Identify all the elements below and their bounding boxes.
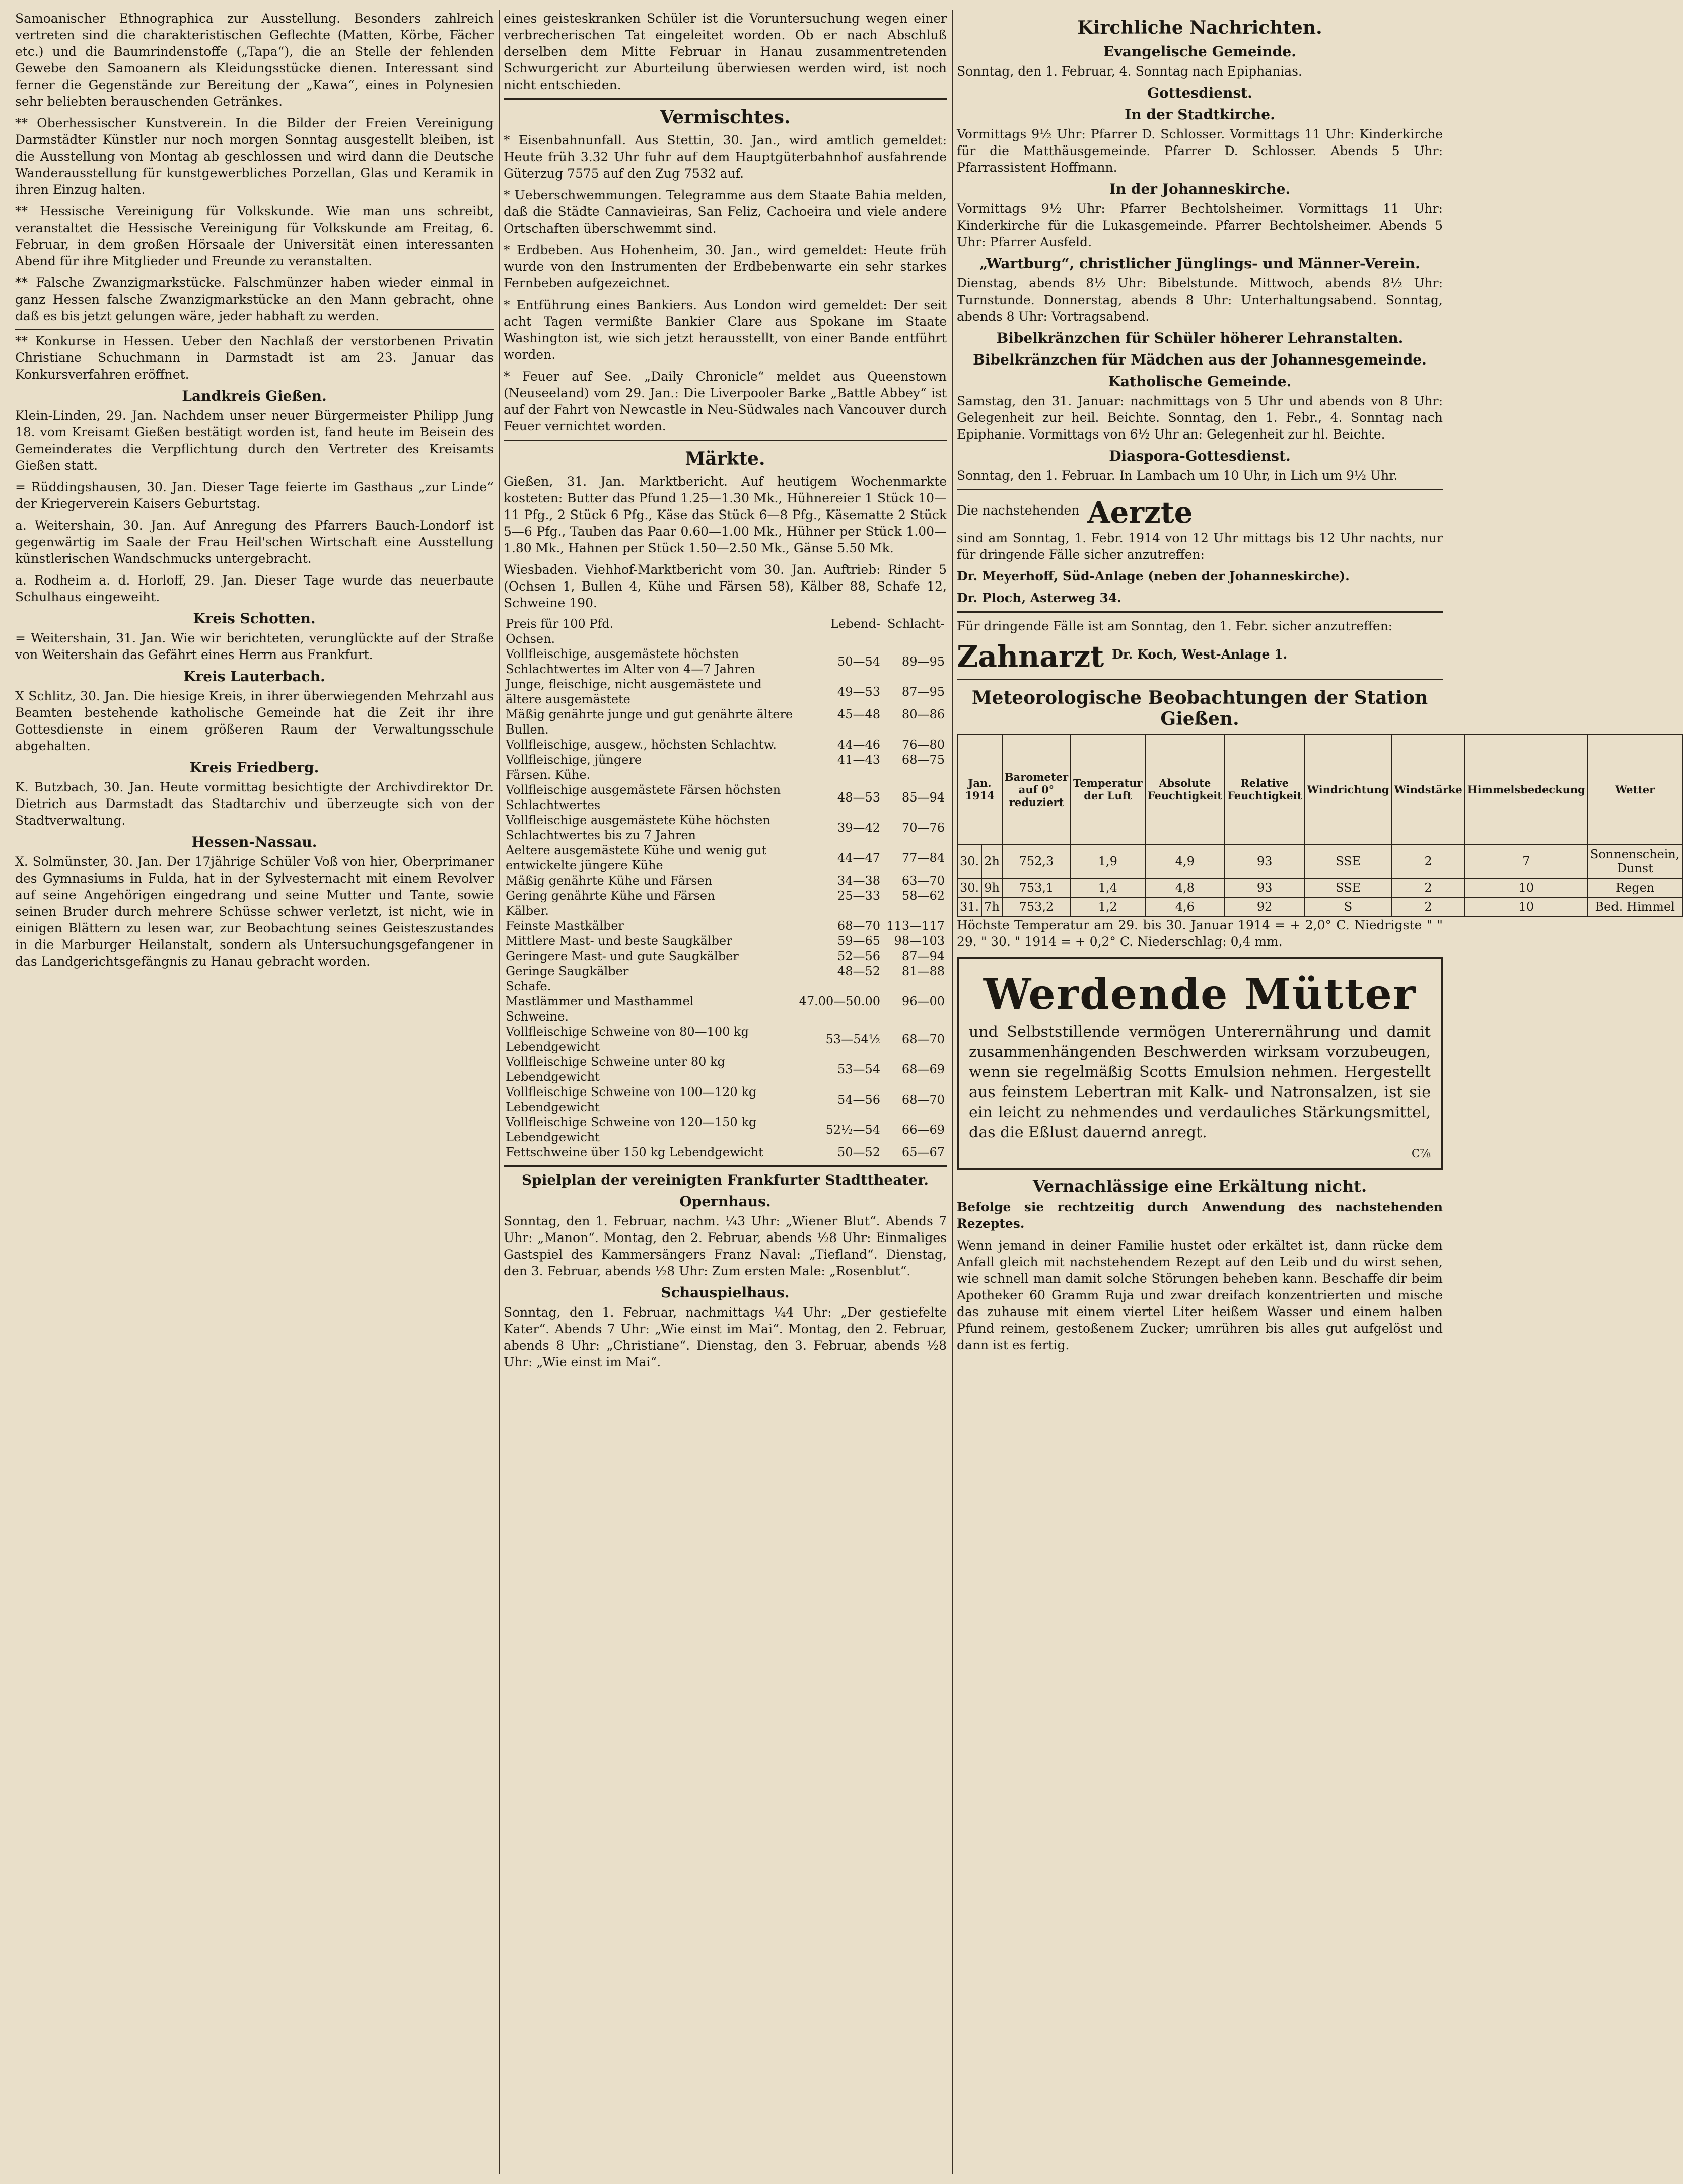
- column-right: [957, 10, 1680, 2174]
- article-konkurse: ** Konkurse in Hessen. Ueber den Nachlaß der verstorbenen Privatin Christiane Schuchmann in Darmstadt ist am 23. Januar das Konkursverfahren eröffnet.: [15, 334, 494, 382]
- weather-header-row: [957, 734, 1682, 845]
- market-row-value: 87—94: [901, 949, 945, 963]
- article-butzbach: K. Butzbach, 30. Jan. Heute vormittag besichtigte der Archivdirektor Dr. Dietrich aus Darmstadt das Stadtarchiv und überzeugte sich von der Stadtverwaltung.: [15, 780, 494, 828]
- heading-gottesdienst: Gottesdienst.: [1147, 85, 1252, 101]
- market-row: [504, 1024, 947, 1054]
- weather-column-header: Relative Feuchtigkeit: [1225, 734, 1304, 845]
- market-row: [504, 722, 947, 737]
- divider: [504, 440, 947, 441]
- market-row-value: 44—46: [837, 738, 880, 752]
- weather-rows: [957, 845, 1682, 916]
- market-row-value: [882, 979, 947, 994]
- article-erdbeben: * Erdbeben. Aus Hohenheim, 30. Jan., wird gemeldet: Heute früh wurde von den Instrumenten der Erdbebenwarte ein sehr starkes Fernbeben aufgezeichnet.: [504, 243, 947, 290]
- market-row-value: [882, 1009, 947, 1024]
- market-row-label: Mastlämmer und Masthammel: [506, 994, 694, 1008]
- market-row: [504, 903, 947, 918]
- weather-cell: 7: [1465, 845, 1588, 878]
- market-row-value: [797, 903, 882, 918]
- market-row-value: 66—69: [901, 1123, 945, 1137]
- heading-lauterbach: Kreis Lauterbach.: [183, 668, 325, 685]
- opernhaus-program: Sonntag, den 1. Februar, nachm. ¼3 Uhr: „Wiener Blut“. Abends 7 Uhr: „Manon“. Montag, den 2. Februar, abends ½8 Uhr: Einmaliges Gastspiel des Kammersängers Franz Naval: „Tiefland“. Dienstag, den 3. Februar, abends ½8 Uhr: Zum ersten Male: „Rosenblut“.: [504, 1214, 947, 1278]
- market-row-label: Vollfleischige Schweine von 80—100 kg Lebendgewicht: [506, 1025, 749, 1054]
- market-row-value: 39—42: [837, 821, 880, 835]
- weather-row: [957, 897, 1682, 916]
- weather-cell: 10: [1465, 878, 1588, 897]
- column-left: [15, 10, 494, 2174]
- aerzte-doctor-2: Dr. Ploch, Asterweg 34.: [957, 591, 1121, 605]
- market-row: [504, 1054, 947, 1084]
- market-row: [504, 707, 947, 722]
- market-row-value: [882, 722, 947, 737]
- market-row: [504, 1145, 947, 1160]
- weather-row: [957, 845, 1682, 878]
- article-continued: eines geisteskranken Schüler ist die Voruntersuchung wegen einer verbrecherischen Tat eingeleitet worden. Ob er nach Abschluß derselben dem Mitte Februar in Hanau zusammentretenden Schwurgericht zur Aburteilung überwiesen werden wird, ist noch nicht entschieden.: [504, 11, 947, 92]
- market-row-value: 53—54: [837, 1062, 880, 1076]
- weather-table: [957, 734, 1683, 917]
- market-row: [504, 949, 947, 964]
- weather-cell: 7h: [981, 897, 1002, 916]
- weather-cell: 4,6: [1145, 897, 1225, 916]
- market-row-value: 68—69: [901, 1062, 945, 1076]
- aerzte-title: Aerzte: [1087, 495, 1193, 530]
- market-row: [504, 933, 947, 949]
- market-row-value: [797, 767, 882, 782]
- article-solmuenster: X. Solmünster, 30. Jan. Der 17jährige Schüler Voß von hier, Oberprimaner des Gymnasiums in Fulda, hat in der Sylvesternacht mit einem Revolver auf seine Angehörigen eingedrang und seine Mutter und Tante, sowie seinen Bruder durch mehrere Schüsse schwer verletzt, ist nicht, wie in einigen Blättern zu lesen war, zur Beobachtung seines Geisteszustandes in die Marburger Heilanstalt, sondern als Untersuchungsgefangener in das Landgerichtsgefängnis zu Hanau gebracht worden.: [15, 854, 494, 969]
- heading-friedberg: Kreis Friedberg.: [189, 759, 319, 776]
- market-row-value: 113—117: [886, 919, 945, 933]
- market-price-rows: [504, 631, 947, 1160]
- erkaeltung-subtitle: Befolge sie rechtzeitig durch Anwendung des nachstehenden Rezeptes.: [957, 1200, 1443, 1231]
- market-row-label: Vollfleischige ausgemästete Kühe höchsten Schlachtwertes bis zu 7 Jahren: [506, 813, 770, 842]
- heading-johanneskirche: In der Johanneskirche.: [1109, 181, 1291, 197]
- market-row-value: 68—70: [837, 919, 880, 933]
- advertisement-scotts-emulsion: [957, 957, 1443, 1170]
- weather-column-header: Barometer auf 0° reduziert: [1002, 734, 1071, 845]
- market-row: [504, 1009, 947, 1024]
- heading-katholische-gemeinde: Katholische Gemeinde.: [1108, 373, 1292, 390]
- market-row-label: Feinste Mastkälber: [506, 919, 624, 933]
- ad-body: und Selbststillende vermögen Unterernährung und damit zusammenhängenden Beschwerden wirksam vorzubeugen, wenn sie regelmäßig Scotts Emulsion nehmen. Hergestellt aus feinstem Lebertran mit Kalk- und Natronsalzen, ist sie ein leicht zu nehmendes und verdauliches Stärkungsmittel, das die Eßlust dauernd anregt.: [969, 1023, 1431, 1141]
- weather-cell: 93: [1225, 878, 1304, 897]
- market-row-value: 44—47: [837, 851, 880, 865]
- market-row-value: 81—88: [901, 964, 945, 978]
- katholisch-schedule: Samstag, den 31. Januar: nachmittags von 5 Uhr und abends von 8 Uhr: Gelegenheit zur heil. Beichte. Sonntag, den 1. Febr., 4. Sonntag nach Epiphanie. Vormittags von 6½ Uhr an: Gelegenheit zur hl. Beichte.: [957, 394, 1443, 442]
- weather-cell: SSE: [1304, 878, 1391, 897]
- market-row-value: 76—80: [901, 738, 945, 752]
- weather-column-header: Windrichtung: [1304, 734, 1391, 845]
- column-middle: [504, 10, 947, 2174]
- zahnarzt-pre: Für dringende Fälle ist am Sonntag, den 1. Febr. sicher anzutreffen:: [957, 619, 1393, 633]
- market-row-label: Vollfleischige Schweine von 120—150 kg Lebendgewicht: [506, 1115, 757, 1144]
- schauspielhaus-program: Sonntag, den 1. Februar, nachmittags ¼4 Uhr: „Der gestiefelte Kater“. Abends 7 Uhr: „Wie einst im Mai“. Montag, den 2. Februar, abends 8 Uhr: „Christiane“. Dienstag, den 3. Februar, abends ½8 Uhr: „Wie einst im Mai“.: [504, 1305, 947, 1369]
- market-row-value: 52½—54: [825, 1123, 880, 1137]
- market-row-label: Vollfleischige Schweine unter 80 kg Lebendgewicht: [506, 1055, 725, 1084]
- aerzte-doctor-1: Dr. Meyerhoff, Süd-Anlage (neben der Johanneskirche).: [957, 569, 1350, 584]
- market-row-value: 50—52: [837, 1145, 880, 1159]
- zahnarzt-title: Zahnarzt: [957, 639, 1104, 674]
- market-row-value: [882, 903, 947, 918]
- weather-cell: 2: [1392, 878, 1465, 897]
- market-row-value: 53—54½: [825, 1032, 880, 1046]
- market-row-value: 50—54: [837, 654, 880, 669]
- market-row-value: 96—00: [901, 994, 945, 1008]
- column-rule: [499, 10, 500, 2174]
- article-feuer-auf-see: * Feuer auf See. „Daily Chronicle“ meldet aus Queenstown (Neuseeland) vom 29. Jan.: Die Liverpooler Barke „Battle Abbey“ ist auf der Fahrt von Newcastle in Neu-Südwales nach Vancouver durch Feuer vernichtet worden.: [504, 369, 947, 433]
- market-row: [504, 677, 947, 707]
- market-row-label: Mäßig genährte junge und gut genährte ältere: [506, 707, 793, 721]
- market-row-value: 80—86: [901, 707, 945, 721]
- market-row: [504, 843, 947, 873]
- article-schlitz: X Schlitz, 30. Jan. Die hiesige Kreis, in ihrer überwiegenden Mehrzahl aus Beamten bestehende katholische Gemeinde hat die Zeit ihr ihre Gottesdienste in einem größeren Raum der Verwaltungsschule abgehalten.: [15, 689, 494, 753]
- weather-cell: 31.: [957, 897, 981, 916]
- heading-maerkte: Märkte.: [685, 448, 765, 469]
- market-row-label: Mittlere Mast- und beste Saugkälber: [506, 934, 732, 948]
- weather-cell: 30.: [957, 878, 981, 897]
- heading-wartburg: „Wartburg“, christlicher Jünglings- und Männer-Verein.: [979, 255, 1420, 272]
- market-col-schlacht: Schlacht-: [887, 617, 945, 631]
- market-row-value: 87—95: [901, 685, 945, 699]
- heading-vermischtes: Vermischtes.: [660, 107, 791, 128]
- market-row: [504, 1115, 947, 1145]
- market-row-label: Junge, fleischige, nicht ausgemästete und ältere ausgemästete: [506, 677, 762, 706]
- heading-meteorologie: Meteorologische Beobachtungen der Station Gießen.: [971, 687, 1428, 730]
- aerzte-pre: Die nachstehenden: [957, 502, 1080, 518]
- market-row: [504, 1084, 947, 1115]
- weather-row: [957, 878, 1682, 897]
- zahnarzt-notice: [957, 639, 1443, 674]
- market-row-value: [797, 1009, 882, 1024]
- market-row: [504, 994, 947, 1009]
- stadtkirche-schedule: Vormittags 9½ Uhr: Pfarrer D. Schlosser. Vormittags 11 Uhr: Kinderkirche für die Matthäusgemeinde. Pfarrer D. Schlosser. Abends 5 Uhr: Pfarrassistent Hoffmann.: [957, 127, 1443, 175]
- market-row-label: Schweine.: [506, 1009, 569, 1024]
- aerzte-notice: [957, 495, 1443, 530]
- market-row-value: 85—94: [901, 790, 945, 805]
- weather-cell: 93: [1225, 845, 1304, 878]
- market-row-label: Vollfleischige Schweine von 100—120 kg Lebendgewicht: [506, 1085, 757, 1114]
- weather-cell: 1,4: [1071, 878, 1145, 897]
- market-row: [504, 964, 947, 979]
- market-row: [504, 767, 947, 782]
- market-row: [504, 782, 947, 813]
- market-row-label: Aeltere ausgemästete Kühe und wenig gut entwickelte jüngere Kühe: [506, 843, 767, 872]
- heading-stadtkirche: In der Stadtkirche.: [1125, 106, 1275, 123]
- divider: [504, 98, 947, 100]
- heading-landkreis: Landkreis Gießen.: [182, 388, 327, 404]
- market-row-label: Geringe Saugkälber: [506, 964, 629, 978]
- article-giessen-markt: Gießen, 31. Jan. Marktbericht. Auf heutigem Wochenmarkte kosteten: Butter das Pfund 1.25—1.30 Mk., Hühnereier 1 Stück 10—11 Pfg., 2 Stück 6 Pfg., Käse das Stück 6—8 Pfg., Käsematte 2 Stück 5—6 Pfg., Tauben das Paar 0.60—1.00 Mk., Hühner per Stück 1.00—1.80 Mk., Hahnen per Stück 1.50—2.50 Mk., Gänse 5.50 Mk.: [504, 474, 947, 555]
- heading-schotten: Kreis Schotten.: [193, 610, 316, 627]
- weather-cell: 1,9: [1071, 845, 1145, 878]
- article-rueddingshausen: = Rüddingshausen, 30. Jan. Dieser Tage feierte im Gasthaus „zur Linde“ der Kriegerverein Kaisers Geburtstag.: [15, 480, 494, 511]
- market-row: [504, 646, 947, 677]
- article-samoa: Samoanischer Ethnographica zur Ausstellung. Besonders zahlreich vertreten sind die charakteristischen Geflechte (Matten, Körbe, Fächer etc.) und die Baumrindenstoffe („Tapa“), die an Stelle der fehlenden Gewebe den Samoanern als Kleidungsstücke dienen. Interessant sind ferner die Gegenstände zur Bereitung der „Kawa“, eines in Polynesien sehr beliebten berauschenden Getränkes.: [15, 11, 494, 109]
- weather-column-header: Temperatur der Luft: [1071, 734, 1145, 845]
- heading-evangelische-gemeinde: Evangelische Gemeinde.: [1103, 43, 1296, 60]
- market-row: [504, 737, 947, 752]
- ad-title: Werdende Mütter: [983, 969, 1417, 1019]
- weather-cell: 9h: [981, 878, 1002, 897]
- aerzte-text: sind am Sonntag, 1. Febr. 1914 von 12 Uhr mittags bis 12 Uhr nachts, nur für dringende Fälle sicher anzutreffen:: [957, 531, 1443, 562]
- market-row-value: 89—95: [901, 654, 945, 669]
- article-kleinlinden: Klein-Linden, 29. Jan. Nachdem unser neuer Bürgermeister Philipp Jung 18. vom Kreisamt Gießen bestätigt worden ist, fand heute im Beisein des Gemeinderates die Verpflichtung durch den Vertreter des Kreisamts Gießen statt.: [15, 408, 494, 473]
- weather-cell: 2: [1392, 845, 1465, 878]
- article-falsche-muenzen: ** Falsche Zwanzigmarkstücke. Falschmünzer haben wieder einmal in ganz Hessen falsche Zwanzigmarkstücke an den Mann gebracht, ohne daß es bis jetzt gelungen wäre, jeder habhaft zu werden.: [15, 275, 494, 323]
- market-row-value: 52—56: [837, 949, 880, 963]
- market-row-value: 25—33: [837, 889, 880, 903]
- diaspora-schedule: Sonntag, den 1. Februar. In Lambach um 10 Uhr, in Lich um 9½ Uhr.: [957, 468, 1398, 483]
- market-row-value: 68—70: [901, 1093, 945, 1107]
- market-row-label: Schafe.: [506, 979, 551, 993]
- weather-cell: 752,3: [1002, 845, 1071, 878]
- ad-reference: C⅞: [1411, 1148, 1431, 1160]
- weather-column-header: Himmelsbedeckung: [1465, 734, 1588, 845]
- market-row-label: Fettschweine über 150 kg Lebendgewicht: [506, 1145, 763, 1159]
- weather-cell: 4,8: [1145, 878, 1225, 897]
- market-row-label: Mäßig genährte Kühe und Färsen: [506, 873, 713, 888]
- market-row: [504, 631, 947, 646]
- market-col-label: Preis für 100 Pfd.: [506, 617, 614, 631]
- divider: [15, 329, 494, 330]
- weather-cell: Sonnenschein, Dunst: [1588, 845, 1682, 878]
- article-weitershain: a. Weitershain, 30. Jan. Auf Anregung des Pfarrers Bauch-Londorf ist gegenwärtig im Saale der Frau Heil'schen Wirtschaft eine Ausstellung künstlerischen Wandschmucks untergebracht.: [15, 518, 494, 566]
- market-row-value: 68—70: [901, 1032, 945, 1046]
- divider: [957, 489, 1443, 490]
- market-row-value: 34—38: [837, 873, 880, 888]
- market-row-value: [797, 631, 882, 646]
- weather-cell: 30.: [957, 845, 981, 878]
- article-eisenbahnunfall: * Eisenbahnunfall. Aus Stettin, 30. Jan., wird amtlich gemeldet: Heute früh 3.32 Uhr fuhr auf dem Hauptgüterbahnhof ausfahrende Güterzug 7575 auf den Zug 7532 auf.: [504, 133, 947, 181]
- weather-cell: 92: [1225, 897, 1304, 916]
- heading-schauspielhaus: Schauspielhaus.: [661, 1284, 790, 1301]
- divider: [504, 1165, 947, 1167]
- market-col-lebend: Lebend-: [830, 617, 880, 631]
- market-row-value: 41—43: [837, 753, 880, 767]
- divider: [957, 611, 1443, 613]
- market-row-label: Bullen.: [506, 722, 549, 737]
- article-entfuehrung: * Entführung eines Bankiers. Aus London wird gemeldet: Der seit acht Tagen vermißte Bankier Clare aus Spokane im Staate Washington ist, wie sich jetzt herausstellt, von einer Bande entführt worden.: [504, 298, 947, 362]
- zahnarzt-doctor: Dr. Koch, West-Anlage 1.: [1112, 646, 1288, 662]
- weather-cell: 1,2: [1071, 897, 1145, 916]
- weather-cell: Bed. Himmel: [1588, 897, 1682, 916]
- market-row-value: 48—53: [837, 790, 880, 805]
- market-row-value: [797, 979, 882, 994]
- weather-cell: 753,1: [1002, 878, 1071, 897]
- market-row-value: 48—52: [837, 964, 880, 978]
- johanneskirche-schedule: Vormittags 9½ Uhr: Pfarrer Bechtolsheimer. Vormittags 11 Uhr: Kinderkirche für die Lukasgemeinde. Pfarrer Bechtolsheimer. Abends 5 Uhr: Pfarrer Ausfeld.: [957, 201, 1443, 249]
- weather-column-header: Wetter: [1588, 734, 1682, 845]
- market-row-value: 54—56: [837, 1093, 880, 1107]
- market-row-value: [797, 722, 882, 737]
- market-row-value: [882, 767, 947, 782]
- ev-date: Sonntag, den 1. Februar, 4. Sonntag nach Epiphanias.: [957, 64, 1302, 79]
- column-rule: [952, 10, 953, 2174]
- weather-cell: 2h: [981, 845, 1002, 878]
- market-row-label: Vollfleischige, jüngere: [506, 753, 642, 767]
- market-row: [504, 752, 947, 767]
- market-row-value: 98—103: [894, 934, 945, 948]
- erkaeltung-text: Wenn jemand in deiner Familie hustet oder erkältet ist, dann rücke dem Anfall gleich mit nachstehendem Rezept auf den Leib und du wirst sehen, wie schnell man damit solche Störungen beheben kann. Beschaffe dir beim Apotheker 60 Gramm Ruja und zwar dreifach konzentrierten und mische das zuhause mit einem viertel Liter heißem Wasser und einem halben Pfund reinem, gestoßenem Zucker; umrühren bis alles gut aufgelöst und dann ist es fertig.: [957, 1238, 1443, 1352]
- market-row: [504, 888, 947, 903]
- article-volkskunde: ** Hessische Vereinigung für Volkskunde. Wie man uns schreibt, veranstaltet die Hessische Vereinigung für Volkskunde am Freitag, 6. Februar, in dem großen Hörsaale der Universität einen interessanten Abend für ihre Mitglieder und Freunde zu veranstalten.: [15, 204, 494, 268]
- article-rodheim: a. Rodheim a. d. Horloff, 29. Jan. Dieser Tage wurde das neuerbaute Schulhaus eingeweiht.: [15, 573, 494, 604]
- weather-cell: Regen: [1588, 878, 1682, 897]
- market-row-label: Kälber.: [506, 904, 549, 918]
- market-row-value: 65—67: [901, 1145, 945, 1159]
- weather-cell: 2: [1392, 897, 1465, 916]
- market-row-label: Färsen. Kühe.: [506, 768, 591, 782]
- divider: [957, 679, 1443, 680]
- weather-column-header: Absolute Feuchtigkeit: [1145, 734, 1225, 845]
- heading-erkaeltung: Vernachlässige eine Erkältung nicht.: [1032, 1177, 1367, 1196]
- market-row: [504, 979, 947, 994]
- market-row-value: 47.00—50.00: [799, 994, 880, 1008]
- weather-cell: 4,9: [1145, 845, 1225, 878]
- weather-extremes: Höchste Temperatur am 29. bis 30. Januar 1914 = + 2,0° C. Niedrigste " " 29. " 30. " 1914 = + 0,2° C. Niederschlag: 0,4 mm.: [957, 918, 1443, 949]
- heading-diaspora: Diaspora-Gottesdienst.: [1109, 448, 1291, 464]
- market-row-value: 68—75: [901, 753, 945, 767]
- market-row: [504, 813, 947, 843]
- market-row-label: Gering genährte Kühe und Färsen: [506, 889, 715, 903]
- market-row-value: 49—53: [837, 685, 880, 699]
- market-row-value: 63—70: [901, 873, 945, 888]
- market-row-value: 58—62: [901, 889, 945, 903]
- market-row-value: [882, 631, 947, 646]
- heading-theater: Spielplan der vereinigten Frankfurter Stadttheater.: [521, 1172, 929, 1188]
- market-price-table: [504, 616, 947, 1160]
- heading-bibelkraenzchen-schueler: Bibelkränzchen für Schüler höherer Lehranstalten.: [996, 330, 1404, 346]
- article-wiesbaden-viehhof: Wiesbaden. Viehhof-Marktbericht vom 30. Jan. Auftrieb: Rinder 5 (Ochsen 1, Bullen 4, Kühe und Färsen 58), Kälber 88, Schafe 12, Schweine 190.: [504, 562, 947, 610]
- market-row-value: 70—76: [901, 821, 945, 835]
- market-row-label: Vollfleischige ausgemästete Färsen höchsten Schlachtwertes: [506, 783, 781, 812]
- wartburg-schedule: Dienstag, abends 8½ Uhr: Bibelstunde. Mittwoch, abends 8½ Uhr: Turnstunde. Donnerstag, abends 8 Uhr: Unterhaltungsabend. Sonntag, abends 8 Uhr: Vortragsabend.: [957, 276, 1443, 324]
- market-row-label: Ochsen.: [506, 632, 555, 646]
- weather-column-header: Windstärke: [1392, 734, 1465, 845]
- weather-cell: 10: [1465, 897, 1588, 916]
- market-row-label: Vollfleischige, ausgemästete höchsten Schlachtwertes im Alter von 4—7 Jahren: [506, 647, 755, 676]
- weather-column-header: Jan. 1914: [957, 734, 1002, 845]
- article-ueberschwemmungen: * Ueberschwemmungen. Telegramme aus dem Staate Bahia melden, daß die Städte Cannavieiras, San Feliz, Cachoeira und viele andere Ortschaften überschwemmt sind.: [504, 188, 947, 236]
- weather-cell: SSE: [1304, 845, 1391, 878]
- market-row: [504, 918, 947, 933]
- heading-opernhaus: Opernhaus.: [679, 1193, 771, 1210]
- article-weitershain-2: = Weitershain, 31. Jan. Wie wir berichteten, verunglückte auf der Straße von Weitershain das Gefährt eines Herrn aus Frankfurt.: [15, 631, 494, 662]
- market-row-value: 45—48: [837, 707, 880, 721]
- market-row-value: 59—65: [837, 934, 880, 948]
- heading-hessen-nassau: Hessen-Nassau.: [191, 834, 317, 850]
- market-row: [504, 873, 947, 888]
- market-row-label: Vollfleischige, ausgew., höchsten Schlachtw.: [506, 738, 777, 752]
- market-row-label: Geringere Mast- und gute Saugkälber: [506, 949, 739, 963]
- weather-cell: S: [1304, 897, 1391, 916]
- market-row-value: 77—84: [901, 851, 945, 865]
- heading-kirchliche-nachrichten: Kirchliche Nachrichten.: [1077, 17, 1322, 38]
- heading-bibelkraenzchen-maedchen: Bibelkränzchen für Mädchen aus der Johannesgemeinde.: [973, 351, 1427, 368]
- weather-cell: 753,2: [1002, 897, 1071, 916]
- article-kunstverein: ** Oberhessischer Kunstverein. In die Bilder der Freien Vereinigung Darmstädter Künstler nur noch morgen Sonntag ausgestellt bleiben, ist die Ausstellung von Montag ab geschlossen und wird dann die Deutsche Wanderausstellung für kunstgewerbliches Porzellan, Glas und Keramik in ihren Einzug halten.: [15, 116, 494, 197]
